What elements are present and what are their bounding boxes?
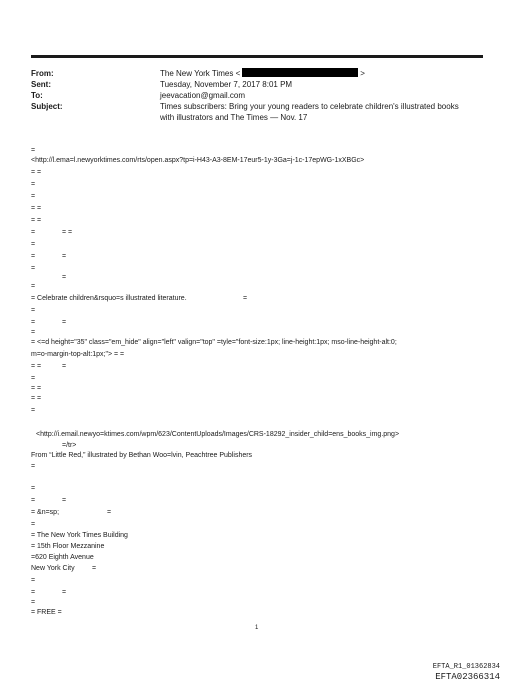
- image-caption: From “Little Red,” illustrated by Bethan Woo=lvin, Peachtree Publishers: [31, 452, 253, 459]
- headline-text: = Celebrate children&rsquo=s illustrated literature.: [31, 295, 187, 302]
- html-fragment: m=o-margin-top-alt:1px;"> = =: [31, 351, 125, 358]
- body-line: =: [31, 283, 36, 290]
- from-label: From:: [31, 69, 54, 78]
- sent-value: Tuesday, November 7, 2017 8:01 PM: [160, 80, 293, 89]
- body-line: = =: [31, 395, 42, 402]
- body-line: =: [62, 253, 67, 260]
- body-line: =: [31, 229, 36, 236]
- body-line: = =: [31, 169, 42, 176]
- header-rule: [31, 55, 483, 58]
- body-line: =: [31, 521, 36, 528]
- body-line: =: [92, 565, 97, 572]
- html-fragment: = <=d height="35" class="em_hide" align="left" valign="top" =tyle="font-size:1px; line-height:1px; mso-line-height-alt:0;: [31, 339, 397, 346]
- body-line: = =: [31, 205, 42, 212]
- body-line: =/tr>: [62, 442, 77, 449]
- body-line: =: [62, 319, 67, 326]
- image-link[interactable]: <http://i.email.newyo=ktimes.com/wpm/623/ContentUploads/Images/CRS-18292_insider_child=ens_books_img.png>: [36, 431, 400, 438]
- body-line: =: [243, 295, 248, 302]
- body-line: =: [31, 241, 36, 248]
- from-value: The New York Times < >: [160, 69, 365, 78]
- free-label: = FREE =: [31, 609, 62, 616]
- body-line: =: [62, 363, 67, 370]
- tracking-link[interactable]: <http://l.ema=l.newyorktimes.com/rts/open.aspx?tp=i-H43-A3-8EM-17eur5-1y-3Ga=j-1c-17epWG-1xXBGc>: [31, 157, 365, 164]
- body-line: = =: [31, 363, 42, 370]
- body-line: =: [31, 463, 36, 470]
- body-line: =: [62, 497, 67, 504]
- body-line: = &n=sp;: [31, 509, 60, 516]
- bates-number-primary: EFTA_R1_01362834: [432, 663, 500, 671]
- body-line: =: [31, 319, 36, 326]
- to-value: jeevacation@gmail.com: [160, 91, 246, 100]
- body-line: =: [31, 375, 36, 382]
- body-line: =: [31, 147, 36, 154]
- body-line: =: [31, 589, 36, 596]
- address-line: =620 Eighth Avenue: [31, 554, 94, 561]
- body-line: =: [31, 497, 36, 504]
- subject-line-1: Times subscribers: Bring your young readers to celebrate children's illustrated books: [160, 102, 459, 111]
- body-line: =: [31, 485, 36, 492]
- body-line: =: [62, 274, 67, 281]
- subject-line-2: with illustrators and The Times — Nov. 17: [160, 113, 308, 122]
- bates-number-secondary: EFTA02366314: [435, 672, 500, 682]
- body-line: =: [31, 599, 36, 606]
- body-line: =: [31, 307, 36, 314]
- body-line: =: [31, 265, 36, 272]
- body-line: = =: [62, 229, 73, 236]
- body-line: =: [107, 509, 112, 516]
- address-line: = The New York Times Building: [31, 532, 128, 539]
- body-line: = =: [31, 385, 42, 392]
- to-label: To:: [31, 91, 43, 100]
- body-line: =: [31, 181, 36, 188]
- body-line: =: [31, 407, 36, 414]
- redaction-bar: [242, 68, 358, 77]
- page-number: 1: [255, 625, 259, 631]
- body-line: =: [31, 193, 36, 200]
- body-line: =: [31, 253, 36, 260]
- address-line: New York City: [31, 565, 75, 572]
- body-line: =: [31, 577, 36, 584]
- body-line: =: [31, 329, 36, 336]
- body-line: =: [62, 589, 67, 596]
- sent-label: Sent:: [31, 80, 51, 89]
- subject-label: Subject:: [31, 102, 63, 111]
- body-line: = =: [31, 217, 42, 224]
- address-line: = 15th Floor Mezzanine: [31, 543, 105, 550]
